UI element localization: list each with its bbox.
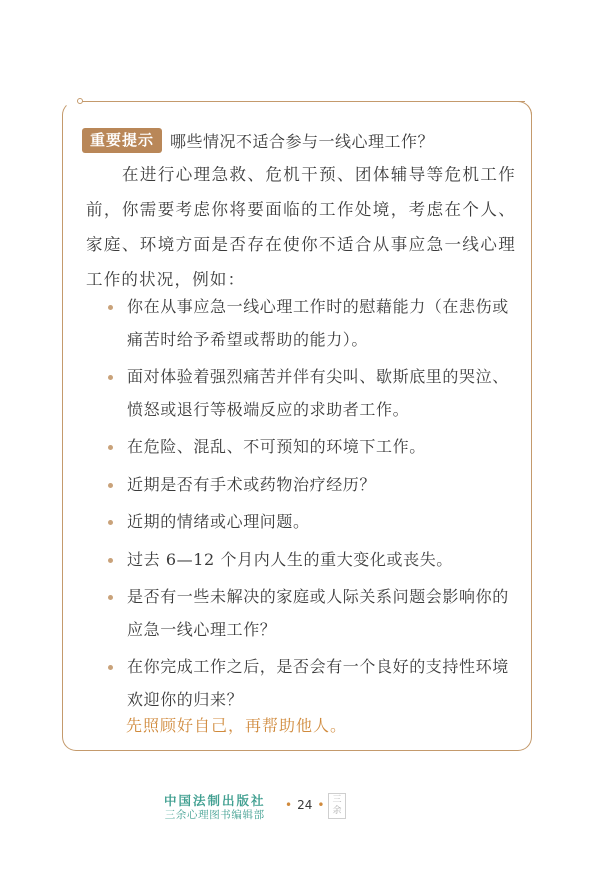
notice-box-corner (516, 101, 532, 117)
list-item-text: 过去 6—12 个月内人生的重大变化或丧失。 (127, 549, 453, 569)
dot-icon: • (317, 798, 325, 812)
publisher-department: 三余心理图书编辑部 (164, 809, 265, 821)
bullet-dot-icon (108, 305, 113, 310)
list-item-text: 在你完成工作之后，是否会有一个良好的支持性环境欢迎你的归来？ (127, 657, 509, 709)
list-item-text: 近期的情绪或心理问题。 (127, 512, 310, 531)
list-item (86, 291, 516, 356)
notice-header (82, 128, 434, 153)
list-item (86, 469, 516, 502)
dot-icon: • (285, 798, 293, 812)
list-item (86, 581, 516, 646)
list-item (86, 651, 516, 716)
page-footer (0, 793, 600, 823)
list-item-text: 你在从事应急一线心理工作时的慰藉能力（在悲伤或痛苦时给予希望或帮助的能力）。 (127, 297, 509, 349)
closing-line: 先照顾好自己，再帮助他人。 (126, 716, 348, 735)
list-item (86, 431, 516, 464)
list-item-text: 在危险、混乱、不可预知的环境下工作。 (127, 437, 426, 456)
bullet-dot-icon (108, 558, 113, 563)
bullet-dot-icon (108, 665, 113, 670)
publisher-logo: 三余 (328, 793, 346, 819)
bullet-dot-icon (108, 595, 113, 600)
page-number: 24 (297, 798, 313, 812)
list-item-text: 面对体验着强烈痛苦并伴有尖叫、歇斯底里的哭泣、愤怒或退行等极端反应的求助者工作。 (127, 367, 509, 419)
publisher-name: 中国法制出版社 (164, 793, 266, 808)
bullet-dot-icon (108, 520, 113, 525)
list-item (86, 361, 516, 426)
list-item (86, 506, 516, 539)
publisher-block (164, 793, 266, 822)
bullet-dot-icon (108, 445, 113, 450)
list-item-text: 是否有一些未解决的家庭或人际关系问题会影响你的应急一线心理工作？ (127, 587, 509, 639)
notice-item-list (86, 291, 516, 721)
notice-intro: 在进行心理急救、危机干预、团体辅导等危机工作前，你需要考虑你将要面临的工作处境，考虑在个人、家庭、环境方面是否存在使你不适合从事应急一线心理工作的状况，例如： (86, 165, 516, 289)
bullet-dot-icon (108, 483, 113, 488)
page-number-block (280, 798, 329, 812)
list-item (86, 544, 516, 577)
list-item-text: 近期是否有手术或药物治疗经历？ (127, 474, 377, 494)
notice-question: 哪些情况不适合参与一线心理工作？ (170, 132, 435, 151)
notice-badge: 重要提示 (82, 128, 162, 153)
bullet-dot-icon (108, 375, 113, 380)
